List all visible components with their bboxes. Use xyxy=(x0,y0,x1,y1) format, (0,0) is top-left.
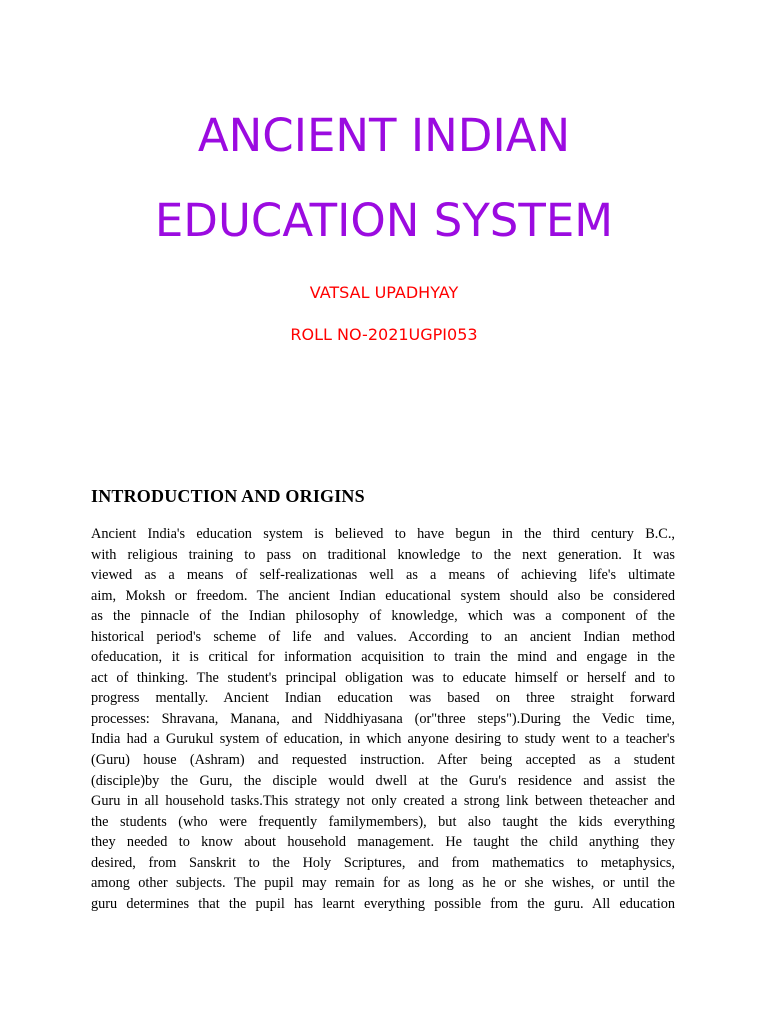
paragraph-line: as the pinnacle of the Indian philosophy of knowledge, which was a component of the xyxy=(91,608,675,625)
paragraph-line: the students (who were frequently familymembers), but also taught the kids everything xyxy=(91,813,675,830)
title-line-2: EDUCATION SYSTEM xyxy=(154,194,614,247)
section-heading: INTRODUCTION AND ORIGINS xyxy=(91,486,365,506)
paragraph-line: viewed as a means of self-realizationas well as a means of achieving life's ultimate xyxy=(91,567,675,584)
paragraph-line: Guru in all household tasks.This strategy not only created a strong link between theteacher and xyxy=(91,793,675,810)
paragraph-line: guru determines that the pupil has learnt everything possible from the guru. All education xyxy=(91,895,675,912)
body-paragraph xyxy=(91,524,675,914)
paragraph-line: (disciple)by the Guru, the disciple would dwell at the Guru's residence and assist the xyxy=(91,772,675,789)
paragraph-line: desired, from Sanskrit to the Holy Scriptures, and from mathematics to metaphysics, xyxy=(91,854,675,871)
paragraph-line: historical period's scheme of life and values. According to an ancient Indian method xyxy=(91,628,675,645)
paragraph-line: India had a Gurukul system of education, in which anyone desiring to study went to a teacher's xyxy=(91,731,675,748)
paragraph-line: with religious training to pass on traditional knowledge to the next generation. It was xyxy=(91,546,675,563)
title-line-1: ANCIENT INDIAN xyxy=(197,109,571,162)
paragraph-line: Ancient India's education system is believed to have begun in the third century B.C., xyxy=(91,526,675,542)
roll-number: ROLL NO-2021UGPI053 xyxy=(290,325,478,344)
paragraph-line: they needed to know about household management. He taught the child anything they xyxy=(91,834,675,851)
paragraph-line: ofeducation, it is critical for information acquisition to train the mind and engage in the xyxy=(91,649,675,666)
paragraph-line: act of thinking. The student's principal obligation was to educate himself or herself and to xyxy=(91,669,675,686)
paragraph-line: progress mentally. Ancient Indian education was based on three straight forward xyxy=(91,690,675,707)
paragraph-line: processes: Shravana, Manana, and Niddhiyasana (or"three steps").During the Vedic time, xyxy=(91,710,675,727)
paragraph-line: among other subjects. The pupil may remain for as long as he or she wishes, or until the xyxy=(91,875,675,892)
paragraph-line: (Guru) house (Ashram) and requested instruction. After being accepted as a student xyxy=(91,752,675,769)
author-name: VATSAL UPADHYAY xyxy=(309,283,459,302)
paragraph-line: aim, Moksh or freedom. The ancient Indian educational system should also be considered xyxy=(91,587,675,604)
